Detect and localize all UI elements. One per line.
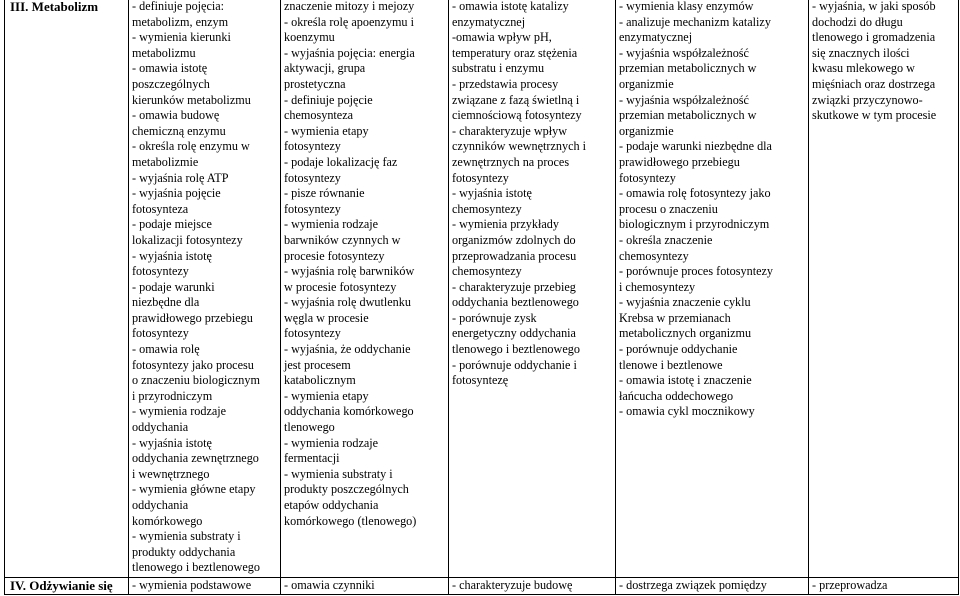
requirements-cell-level-4 [616,0,809,578]
requirements-text: - wyjaśnia, w jaki sposób dochodzi do długu tlenowego i gromadzenia się znacznych ilości kwasu mlekowego w mięśniach oraz dostrzega związki przyczynowo- skutkowe w tym procesie [812,0,937,123]
requirements-cell-level-5 [809,578,959,595]
requirements-cell-level-2 [281,0,449,578]
table-row-odzywianie [5,578,959,595]
requirements-text: - omawia istotę katalizy enzymatycznej -omawia wpływ pH, temperatury oraz stężenia substratu i enzymu - przedstawia procesy związane z fazą świetlną i ciemnościową fotosyntezy - charakteryzuje wpływ czynników wewnętrznych i zewnętrznych na proces fotosyntezy - wyjaśnia istotę chemosyntezy - wymienia przykłady organizmów zdolnych do przeprowadzania procesu chemosyntezy - charakteryzuje przebieg oddychania beztlenowego - porównuje zysk energetyczny oddychania tlenowego i beztlenowego - porównuje oddychanie i fotosyntezę [452,0,587,388]
requirements-text: - wymienia podstawowe [132,578,252,592]
requirements-text: - definiuje pojęcia: metabolizm, enzym - wymienia kierunki metabolizmu - omawia istotę poszczególnych kierunków metabolizmu - omawia budowę chemiczną enzymu - określa rolę enzymu w metabolizmie - wyjaśnia rolę ATP - wyjaśnia pojęcie fotosynteza - podaje miejsce lokalizacji fotosyntezy - wyjaśnia istotę fotosyntezy - podaje warunki niezbędne dla prawidłowego przebiegu fotosyntezy - omawia rolę fotosyntezy jako procesu o znaczeniu biologicznym i przyrodniczym - wymienia rodzaje oddychania - wyjaśnia istotę oddychania zewnętrznego i wewnętrznego - wymienia główne etapy oddychania komórkowego - wymienia substraty i produkty oddychania tlenowego i beztlenowego [132,0,260,575]
section-label: III. Metabolizm [10,0,99,14]
requirements-text: - charakteryzuje budowę [452,578,573,592]
requirements-cell-level-1 [129,0,281,578]
section-label-cell [5,578,129,595]
requirements-text: - omawia czynniki [284,578,375,592]
requirements-text: znaczenie mitozy i mejozy - określa rolę apoenzymu i koenzymu - wyjaśnia pojęcia: energia aktywacji, grupa prostetyczna - definiuje pojęcie chemosynteza - wymienia etapy fotosyntezy - podaje lokalizację faz fotosyntezy - pisze równanie fotosyntezy - wymienia rodzaje barwników czynnych w procesie fotosyntezy - wyjaśnia rolę barwników w procesie fotosyntezy - wyjaśnia rolę dwutlenku węgla w procesie fotosyntezy - wyjaśnia, że oddychanie jest procesem katabolicznym - wymienia etapy oddychania komórkowego tlenowego - wymienia rodzaje fermentacji - wymienia substraty i produkty poszczególnych etapów oddychania komórkowego (tlenowego) [284,0,417,528]
requirements-text: - dostrzega związek pomiędzy [619,578,767,592]
requirements-text: - przeprowadza [812,578,888,592]
requirements-cell-level-1 [129,578,281,595]
requirements-cell-level-5 [809,0,959,578]
table-row-metabolizm [5,0,959,578]
requirements-text: - wymienia klasy enzymów - analizuje mechanizm katalizy enzymatycznej - wyjaśnia współzależność przemian metabolicznych w organizmie - wyjaśnia współzależność przemian metabolicznych w organizmie - podaje warunki niezbędne dla prawidłowego przebiegu fotosyntezy - omawia rolę fotosyntezy jako procesu o znaczeniu biologicznym i przyrodniczym - określa znaczenie chemosyntezy - porównuje proces fotosyntezy i chemosyntezy - wyjaśnia znaczenie cyklu Krebsa w przemianach metabolicznych organizmu - porównuje oddychanie tlenowe i beztlenowe - omawia istotę i znaczenie łańcucha oddechowego - omawia cykl mocznikowy [619,0,773,419]
requirements-cell-level-2 [281,578,449,595]
section-label-cell [5,0,129,578]
section-label: IV. Odżywianie się [10,578,113,593]
curriculum-requirements-table [4,0,959,595]
requirements-cell-level-3 [449,0,616,578]
requirements-cell-level-4 [616,578,809,595]
requirements-cell-level-3 [449,578,616,595]
